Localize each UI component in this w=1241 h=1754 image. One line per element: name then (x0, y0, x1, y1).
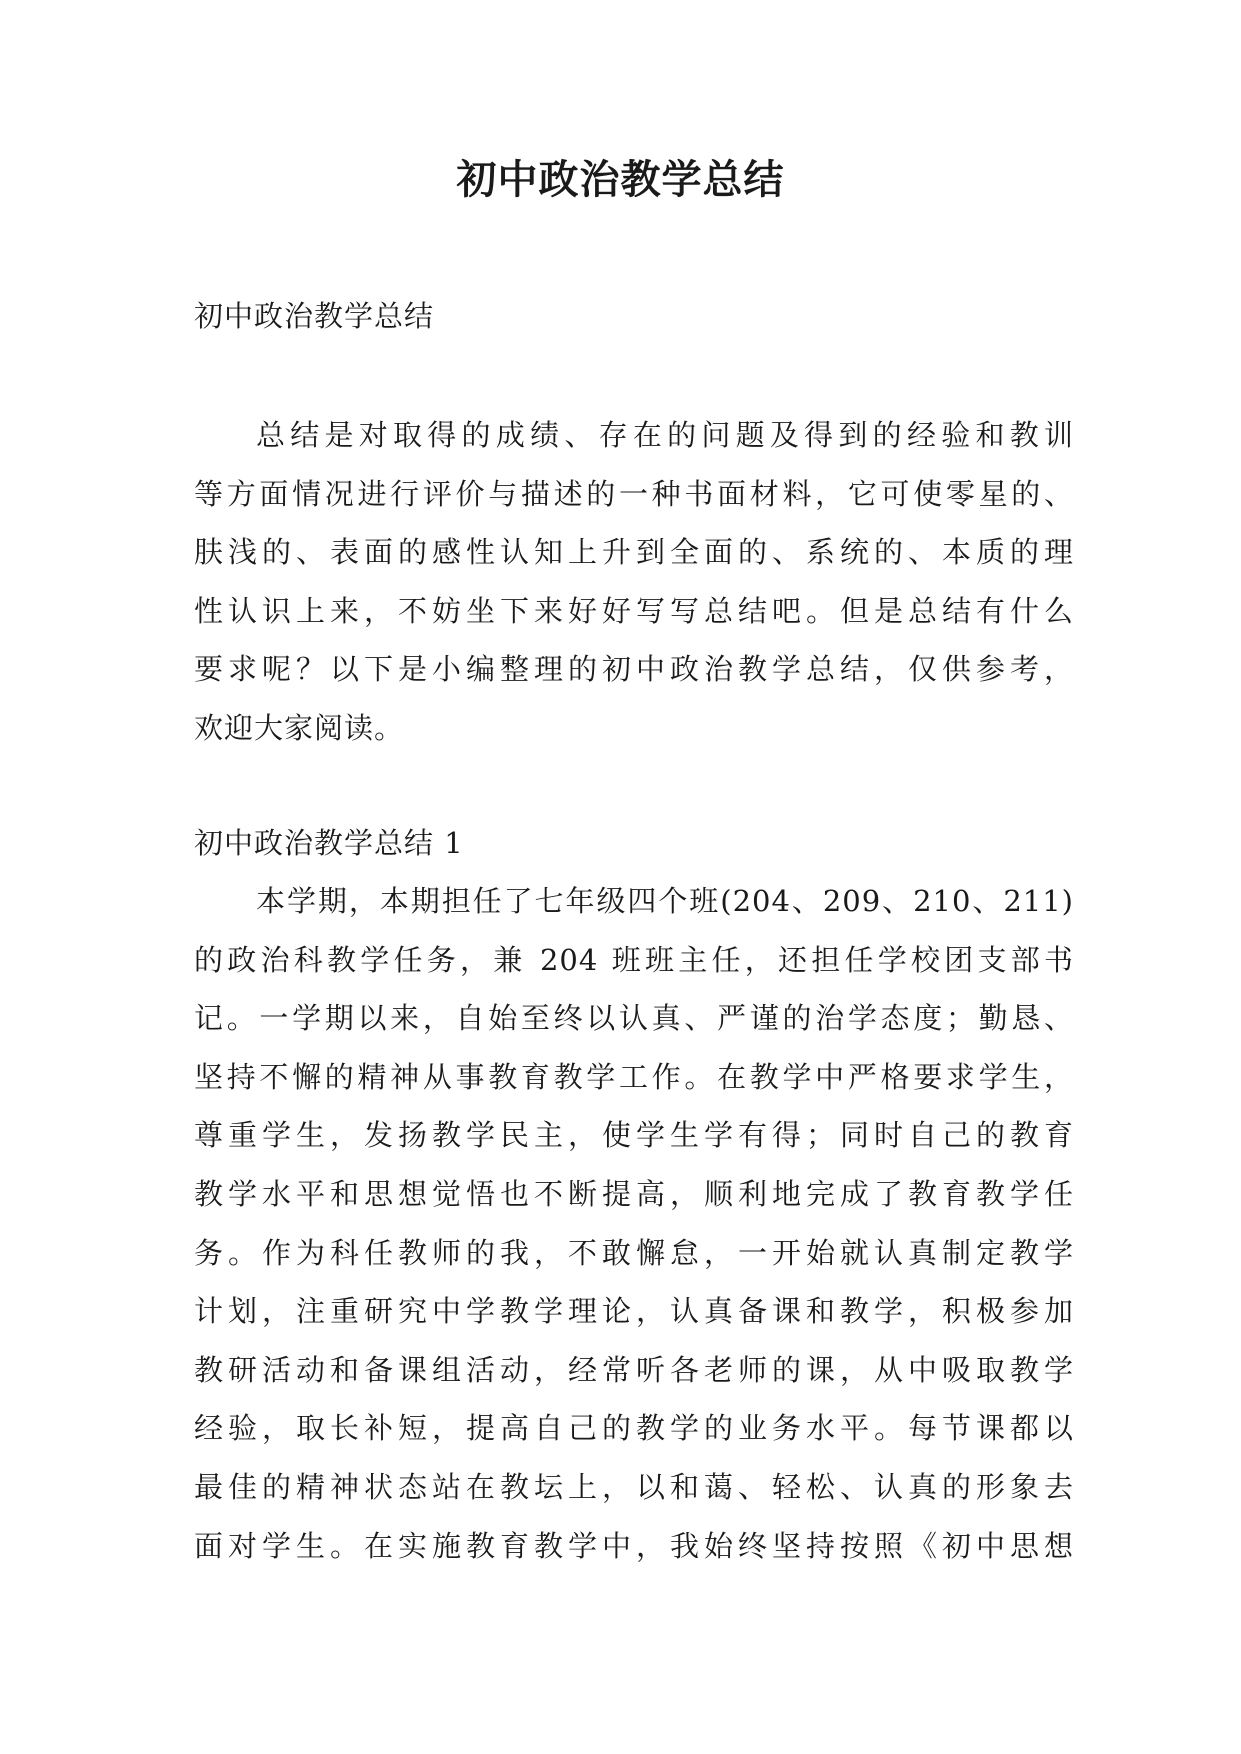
section-line: 的政治科教学任务，兼 204 班班主任，还担任学校团支部书 (194, 942, 1074, 977)
section-line: 面对学生。在实施教育教学中，我始终坚持按照《初中思想 (194, 1528, 1074, 1563)
section-line: 本学期，本期担任了七年级四个班(204、209、210、211) (256, 884, 1074, 918)
intro-paragraph (194, 406, 1074, 758)
section-line: 尊重学生，发扬教学民主，使学生学有得；同时自己的教育 (194, 1118, 1074, 1153)
intro-line: 肤浅的、表面的感性认知上升到全面的、系统的、本质的理 (194, 535, 1074, 570)
intro-line: 要求呢？以下是小编整理的初中政治教学总结，仅供参考， (194, 652, 1074, 687)
section-line: 记。一学期以来，自始至终以认真、严谨的治学态度；勤恳、 (194, 1001, 1074, 1036)
section-line: 教学水平和思想觉悟也不断提高，顺利地完成了教育教学任 (194, 1176, 1074, 1211)
page-title: 初中政治教学总结 (456, 156, 785, 203)
intro-line: 总结是对取得的成绩、存在的问题及得到的经验和教训 (256, 418, 1074, 452)
intro-line: 欢迎大家阅读。 (194, 710, 405, 745)
section-heading: 初中政治教学总结 1 (194, 826, 464, 860)
section-line: 经验，取长补短，提高自己的教学的业务水平。每节课都以 (194, 1411, 1074, 1446)
intro-line: 等方面情况进行评价与描述的一种书面材料，它可使零星的、 (194, 476, 1074, 511)
section-paragraph (194, 872, 1074, 1575)
intro-line: 性认识上来，不妨坐下来好好写写总结吧。但是总结有什么 (194, 593, 1074, 628)
section-line: 坚持不懈的精神从事教育教学工作。在教学中严格要求学生， (194, 1059, 1074, 1094)
section-line: 务。作为科任教师的我，不敢懈怠，一开始就认真制定教学 (194, 1235, 1074, 1270)
section-line: 教研活动和备课组活动，经常听各老师的课，从中吸取教学 (194, 1352, 1074, 1387)
section-line: 计划，注重研究中学教学理论，认真备课和教学，积极参加 (194, 1294, 1074, 1329)
section-line: 最佳的精神状态站在教坛上，以和蔼、轻松、认真的形象去 (194, 1469, 1074, 1504)
document-subtitle: 初中政治教学总结 (194, 299, 435, 333)
